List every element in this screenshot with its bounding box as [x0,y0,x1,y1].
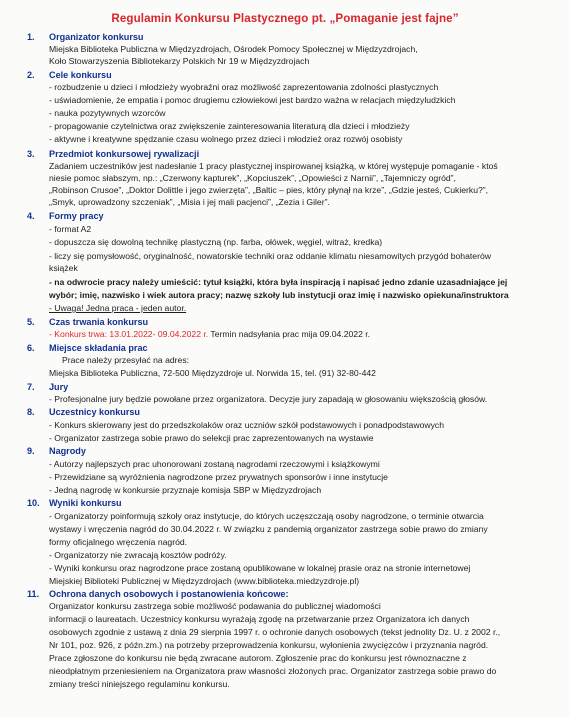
section-number: 9. [27,446,35,456]
section-10-line: - Organizatorzy nie zwracają kosztów podróży. [49,550,227,560]
section-10-line: Miejskiej Biblioteki Publicznej w Międzyzdrojach (www.biblioteka.miedzyzdroje.pl) [49,576,360,586]
section-1-heading [27,32,144,42]
section-4-bold-line: wybór; imię, nazwisko i wiek autora pracy; nazwę szkoły lub instytucji oraz imię i nazwisko opiekuna/instruktora [49,290,509,300]
section-title: Wyniki konkursu [49,498,122,508]
section-11-heading [27,589,289,599]
section-3-line: „Robinson Crusoe”, „Doktor Dolittle i jego zwierzęta”, „Baltic – pies, który płynął na krze”, „Gdzie jesteś, Cukierku?”, [49,185,489,195]
section-title: Formy pracy [49,211,104,221]
section-3-line: niesie pomoc słabszym, np.: „Czerwony kapturek”, „Kopciuszek”, „Opowieści z Narnii”, „Tajemniczy ogród”, [49,173,456,183]
section-number: 7. [27,382,35,392]
section-2-line: - rozbudzenie u dzieci i młodzieży wyobraźni oraz możliwość zaprezentowania zdolności plastycznych [49,82,439,92]
section-6-line: Miejska Biblioteka Publiczna, 72-500 Międzyzdroje ul. Norwida 15, tel. (91) 32-80-442 [49,368,376,378]
section-number: 4. [27,211,35,221]
section-10-line: formy oficjalnego wręczenia nagród. [49,537,188,547]
section-title: Organizator konkursu [49,32,144,42]
section-number: 8. [27,407,35,417]
section-10-line: - Wyniki konkursu oraz nagrodzone prace zostaną opublikowane w lokalnej prasie oraz na stronie internetowej [49,563,471,573]
section-1-line: Koło Stowarzyszenia Bibliotekarzy Polskich Nr 19 w Międzyzdrojach [49,56,310,66]
section-5-heading [27,317,148,327]
section-title: Miejsce składania prac [49,343,148,353]
section-9-line: - Jedną nagrodę w konkursie przyznaje komisja SBP w Międzyzdrojach [49,485,322,495]
section-number: 3. [27,149,35,159]
section-2-line: - propagowanie czytelnictwa oraz zwiększenie zainteresowania literaturą dla dzieci i młodzieży [49,121,410,131]
section-4-line: - liczy się pomysłowość, oryginalność, nowatorskie techniki oraz oddanie klimatu niesamowitych przygód bohaterów [49,251,491,261]
section-3-line: „Smyk, uprowadzony szczeniak”, „Misia i jej mali pacjenci”, „Zezia i Giler”. [49,197,330,207]
section-number: 11. [27,589,40,599]
section-5-line [49,329,370,340]
section-7-heading [27,382,68,392]
section-9-line: - Przewidziane są wyróżnienia nagrodzone przez prywatnych sponsorów i inne instytucje [49,472,388,482]
section-7-line: - Profesjonalne jury będzie powołane przez organizatora. Decyzje jury zapadają w głosowaniu większością głosów. [49,394,488,404]
section-4-line: - dopuszcza się dowolną technikę plastyczną (np. farba, ołówek, węgiel, witraż, kredka) [49,237,383,247]
section-title: Czas trwania konkursu [49,317,149,327]
section-4-line: książek [49,263,78,273]
section-title: Uczestnicy konkursu [49,407,140,417]
section-title: Nagrody [49,446,86,456]
section-9-heading [27,446,86,456]
section-2-heading [27,70,112,80]
section-2-line: - aktywne i kreatywne spędzanie czasu wolnego przez dzieci i młodzież oraz rozwój osobisty [49,134,403,144]
section-title: Cele konkursu [49,70,112,80]
section-1-line: Miejska Biblioteka Publiczna w Międzyzdrojach, Ośrodek Pomocy Społecznej w Międzyzdrojach, [49,44,418,54]
contest-dates: - Konkurs trwa: 13.01.2022- 09.04.2022 r. [49,329,209,339]
section-6-heading [27,343,148,353]
section-number: 5. [27,317,35,327]
section-8-heading [27,407,140,417]
section-8-line: - Konkurs skierowany jest do przedszkolaków oraz uczniów szkół podstawowych i ponadpodstawowych [49,420,445,430]
section-8-line: - Organizator zastrzega sobie prawo do selekcji prac zaprezentowanych na wystawie [49,433,374,443]
section-4-heading [27,211,104,221]
section-number: 6. [27,343,35,353]
section-10-line: wystawy i wręczenia nagród do 30.04.2022 r. W związku z pandemią organizator zastrzega sobie prawo do zmiany [49,524,488,534]
section-11-line: Organizator konkursu zastrzega sobie możliwość podawania do publicznej wiadomości [49,601,381,611]
section-11-line: Nr 101, poz. 926, z późn.zm.) na potrzeby przeprowadzenia konkursu, wyłonienia zwycięzców i przyznania nagród. [49,640,489,650]
section-3-heading [27,149,199,159]
document-title: Regulamin Konkursu Plastycznego pt. „Pomaganie jest fajne” [111,12,459,25]
section-11-line: informacji o laureatach. Uczestnicy konkursu wyrażają zgodę na przetwarzanie przez Organizatora ich danych [49,614,470,624]
section-3-line: Zadaniem uczestników jest nadesłanie 1 pracy plastycznej inspirowanej książką, w której występuje pomaganie - ktoś [49,161,498,171]
section-number: 2. [27,70,35,80]
section-2-line: - nauka pozytywnych wzorców [49,108,166,118]
submission-deadline: Termin nadsyłania prac mija 09.04.2022 r. [208,329,371,339]
section-11-line: Prace zgłoszone do konkursu nie będą zwracane autorom. Zgłoszenie prac do konkursu jest równoznaczne z [49,653,467,663]
section-4-line: - format A2 [49,224,92,234]
section-title: Przedmiot konkursowej rywalizacji [49,149,200,159]
section-9-line: - Autorzy najlepszych prac uhonorowani zostaną nagrodami rzeczowymi i książkowymi [49,459,380,469]
section-11-line: zmiany treści niniejszego regulaminu konkursu. [49,679,230,689]
section-10-line: - Organizatorzy poinformują szkoły oraz instytucje, do których uczęszczają osoby nagrodzone, o terminie otwarcia [49,511,484,521]
section-2-line: - uświadomienie, że empatia i pomoc drugiemu człowiekowi jest bardzo ważna w relacjach międzyludzkich [49,95,456,105]
section-title: Ochrona danych osobowych i postanowienia końcowe: [49,589,289,599]
section-number: 1. [27,32,35,42]
section-6-line: Prace należy przesyłać na adres: [62,355,190,365]
section-11-line: nieodpłatnym przeniesieniem na Organizatora praw własności złożonych prac. Organizator zastrzega sobie prawo do [49,666,497,676]
section-10-heading [27,498,122,508]
section-11-line: osobowych zgodnie z ustawą z dnia 29 sierpnia 1997 r. o ochronie danych osobowych (tekst jednolity Dz. U. z 2002 r., [49,627,501,637]
section-number: 10. [27,498,40,508]
section-4-note: - Uwaga! Jedna praca - jeden autor. [49,303,187,313]
section-4-bold-line: - na odwrocie pracy należy umieścić: tytuł książki, która była inspiracją i napisać jedno zdanie uzasadniające jej [49,277,508,287]
section-title: Jury [49,382,69,392]
